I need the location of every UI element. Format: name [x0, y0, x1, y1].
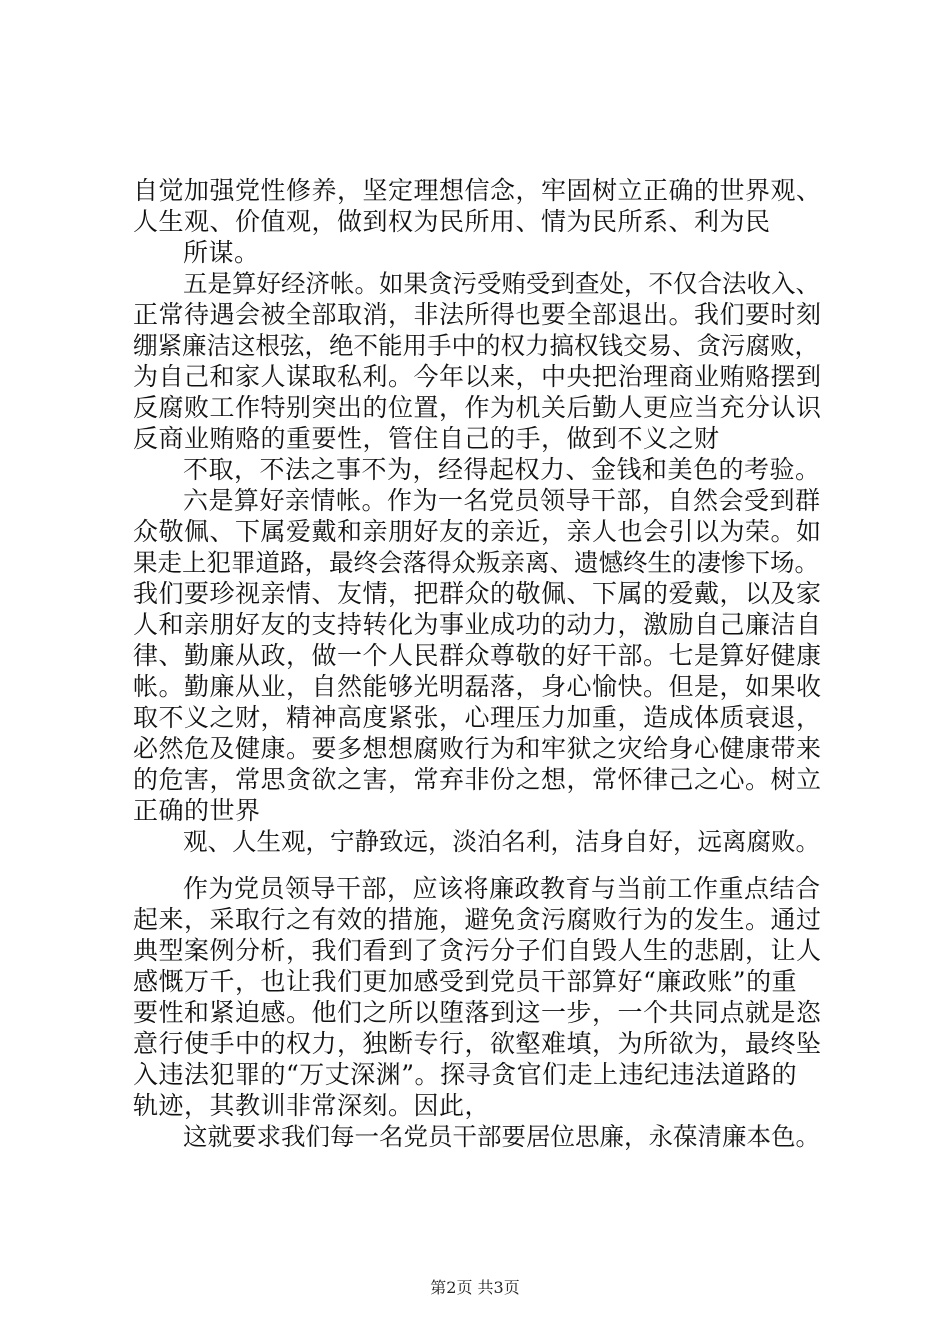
text-line: 观、人生观，宁静致远，淡泊名利，洁身自好，远离腐败。 — [183, 827, 820, 856]
text-line: 五是算好经济帐。如果贪污受贿受到查处，不仅合法收入、 — [183, 269, 820, 298]
text-line: 必然危及健康。要多想想腐败行为和牢狱之灾给身心健康带来 — [133, 734, 822, 763]
text-line: 的危害，常思贪欲之害，常弃非份之想，常怀律己之心。树立 — [133, 765, 822, 794]
text-line: 我们要珍视亲情、友情，把群众的敬佩、下属的爱戴，以及家 — [133, 579, 822, 608]
text-line: 律、勤廉从政，做一个人民群众尊敬的好干部。七是算好健康 — [133, 641, 822, 670]
text-line: 为自己和家人谋取私利。今年以来，中央把治理商业贿赂摆到 — [133, 362, 822, 391]
text-line: 六是算好亲情帐。作为一名党员领导干部，自然会受到群 — [183, 486, 821, 515]
text-line: 不取，不法之事不为，经得起权力、金钱和美色的考验。 — [183, 455, 821, 484]
text-line: 人和亲朋好友的支持转化为事业成功的动力，激励自己廉洁自 — [133, 610, 822, 639]
page-number-footer: 第2页 共3页 — [430, 1278, 520, 1297]
text-line: 众敬佩、下属爱戴和亲朋好友的亲近，亲人也会引以为荣。如 — [133, 517, 822, 546]
text-line: 果走上犯罪道路，最终会落得众叛亲离、遗憾终生的凄惨下场。 — [133, 548, 819, 577]
text-line: 意行使手中的权力，独断专行，欲壑难填，为所欲为，最终坠 — [133, 1029, 822, 1058]
text-line: 帐。勤廉从业，自然能够光明磊落，身心愉快。但是，如果收 — [133, 672, 822, 701]
text-line: 所谋。 — [183, 238, 260, 267]
text-line: 起来，采取行之有效的措施，避免贪污腐败行为的发生。通过 — [133, 905, 822, 934]
text-line: 作为党员领导干部，应该将廉政教育与当前工作重点结合 — [183, 874, 821, 903]
text-line: 取不义之财，精神高度紧张，心理压力加重，造成体质衰退， — [133, 703, 822, 732]
text-line: 反商业贿赂的重要性，管住自己的手，做到不义之财 — [133, 424, 720, 453]
text-line: 典型案例分析，我们看到了贪污分子们自毁人生的悲剧，让人 — [133, 936, 822, 965]
text-line: 正确的世界 — [133, 796, 261, 825]
text-line: 入违法犯罪的“万丈深渊”。探寻贪官们走上违纪违法道路的 — [133, 1060, 798, 1089]
text-line: 人生观、价值观，做到权为民所用、情为民所系、利为民 — [133, 207, 771, 236]
text-line: 轨迹，其教训非常深刻。因此， — [133, 1091, 491, 1120]
text-line: 要性和紧迫感。他们之所以堕落到这一步，一个共同点就是恣 — [133, 998, 822, 1027]
text-line: 感慨万千，也让我们更加感受到党员干部算好“廉政账”的重 — [133, 967, 798, 996]
text-line: 自觉加强党性修养，坚定理想信念，牢固树立正确的世界观、 — [133, 176, 822, 205]
text-line: 这就要求我们每一名党员干部要居位思廉，永葆清廉本色。 — [183, 1122, 820, 1151]
text-line: 绷紧廉洁这根弦，绝不能用手中的权力搞权钱交易、贪污腐败， — [133, 331, 819, 360]
text-line: 反腐败工作特别突出的位置，作为机关后勤人更应当充分认识 — [133, 393, 822, 422]
text-line: 正常待遇会被全部取消，非法所得也要全部退出。我们要时刻 — [133, 300, 822, 329]
